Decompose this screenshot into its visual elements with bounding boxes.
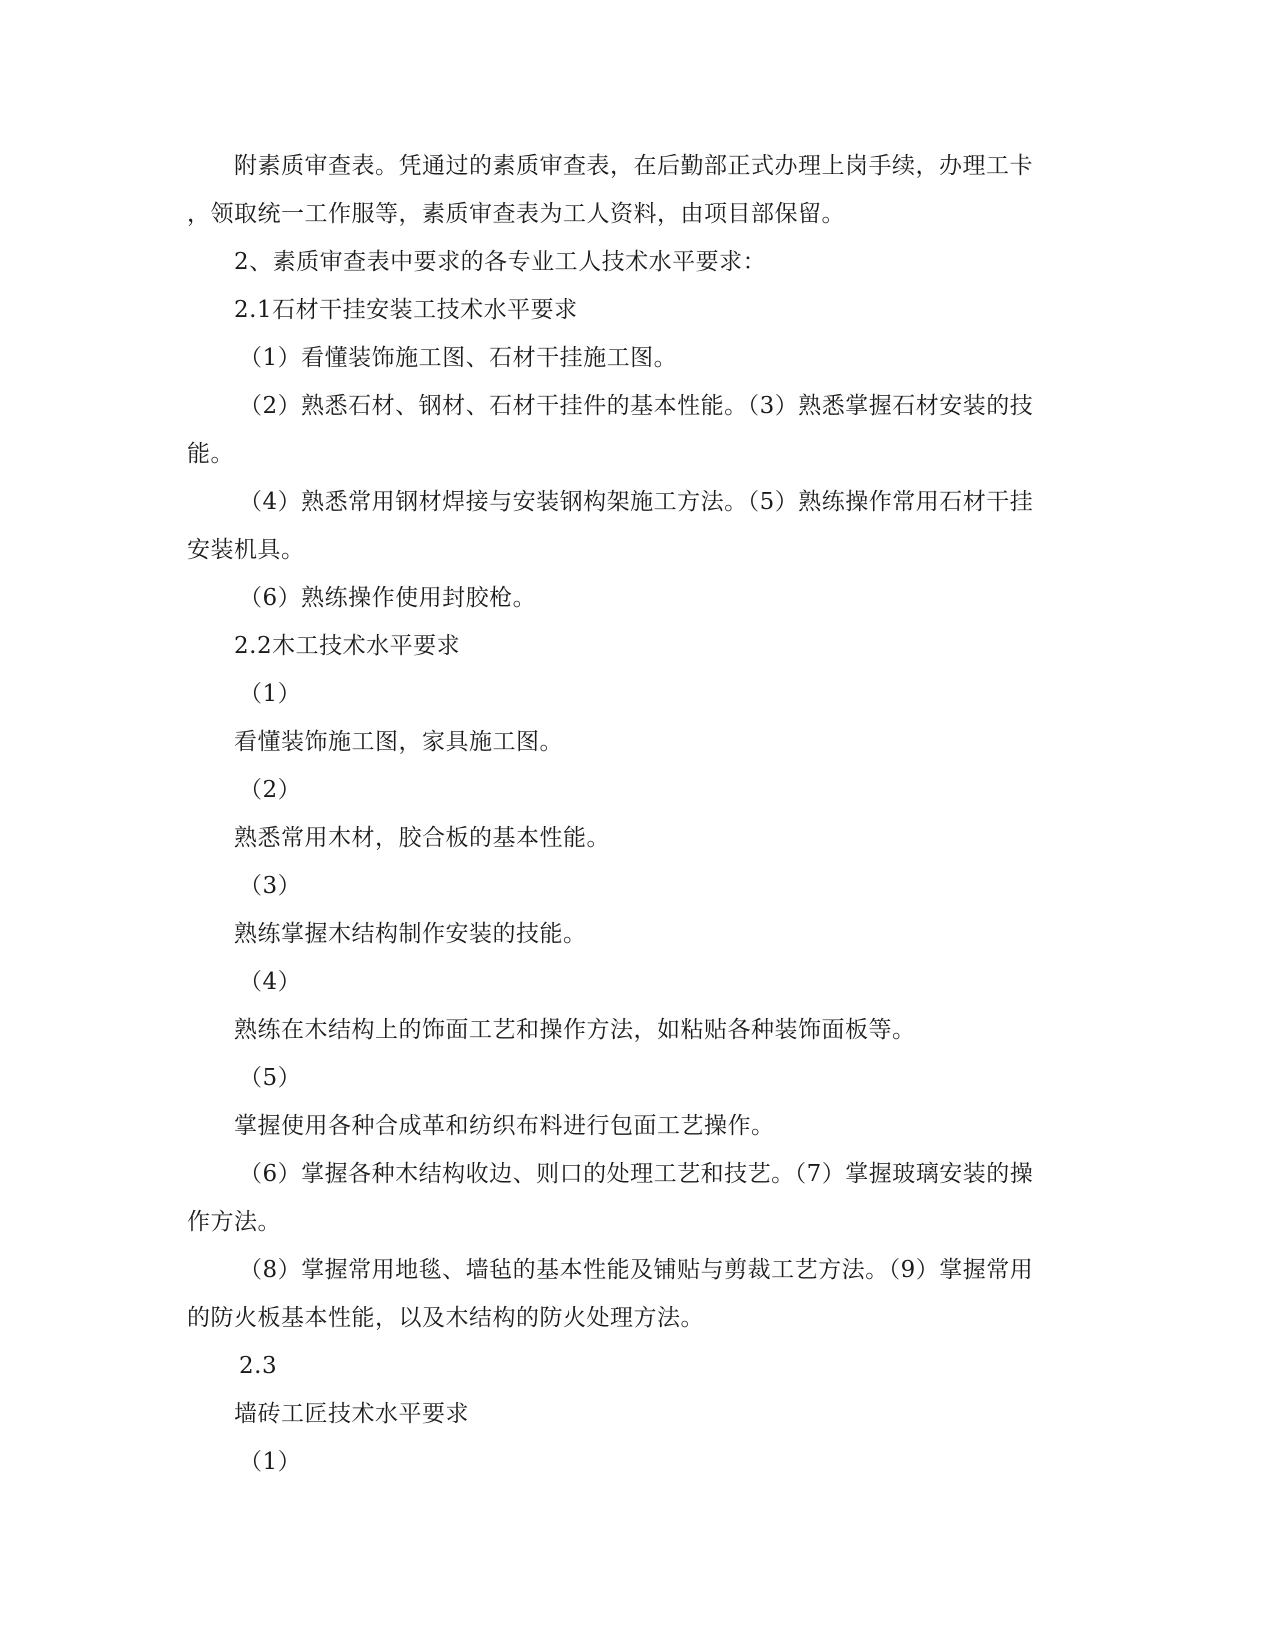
list-item: （1）看懂装饰施工图、石材干挂施工图。 [239,345,678,371]
list-item-continuation: 安装机具。 [187,537,305,563]
list-item-continuation: 的防火板基本性能，以及木结构的防火处理方法。 [187,1305,704,1331]
list-item-text: 熟练在木结构上的饰面工艺和操作方法，如粘贴各种装饰面板等。 [234,1017,916,1043]
list-number: （2） [239,777,302,803]
list-item-continuation: 能。 [187,441,234,467]
list-item-text: 熟悉常用木材，胶合板的基本性能。 [234,825,610,851]
list-item: （6）掌握各种木结构收边、则口的处理工艺和技艺。（7）掌握玻璃安装的操 [239,1161,1034,1187]
document-body [187,142,1087,1486]
list-item-text: 掌握使用各种合成革和纺织布料进行包面工艺操作。 [234,1113,775,1139]
list-number: （1） [239,681,302,707]
list-item: （6）熟练操作使用封胶枪。 [239,585,537,611]
paragraph-line: 附素质审查表。凭通过的素质审查表，在后勤部正式办理上岗手续，办理工卡 [234,153,1033,179]
section-heading: 2、素质审查表中要求的各专业工人技术水平要求： [234,249,767,275]
list-item: （4）熟悉常用钢材焊接与安装钢构架施工方法。（5）熟练操作常用石材干挂 [239,489,1034,515]
list-number: （3） [239,873,302,899]
list-item-text: 看懂装饰施工图，家具施工图。 [234,729,563,755]
list-number: （1） [239,1449,302,1475]
list-item: （8）掌握常用地毯、墙毡的基本性能及铺贴与剪裁工艺方法。（9）掌握常用 [239,1257,1034,1283]
list-item-text: 熟练掌握木结构制作安装的技能。 [234,921,587,947]
list-item: （2）熟悉石材、钢材、石材干挂件的基本性能。（3）熟悉掌握石材安装的技 [239,393,1034,419]
list-item-continuation: 作方法。 [187,1209,281,1235]
subsection-number: 2.3 [239,1353,278,1379]
list-number: （4） [239,969,302,995]
list-number: （5） [239,1065,302,1091]
subsection-heading: 2.1石材干挂安装工技术水平要求 [234,297,578,323]
paragraph-line: ，领取统一工作服等，素质审查表为工人资料，由项目部保留。 [187,201,845,227]
subsection-heading: 2.2木工技术水平要求 [234,633,461,659]
subsection-heading: 墙砖工匠技术水平要求 [234,1401,469,1427]
